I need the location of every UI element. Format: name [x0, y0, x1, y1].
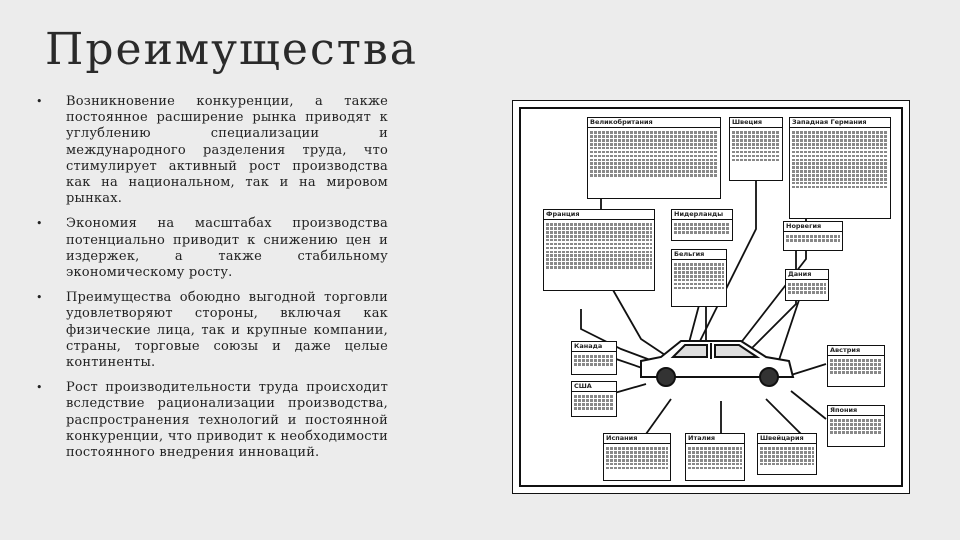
country-box-germany	[789, 117, 891, 219]
country-box-netherlands	[671, 209, 733, 241]
country-label: Западная Германия	[790, 118, 890, 128]
country-label: Канада	[572, 342, 616, 352]
country-label: Швеция	[730, 118, 782, 128]
country-label: Швейцария	[758, 434, 816, 444]
country-label: Нидерланды	[672, 210, 732, 220]
country-box-france	[543, 209, 655, 291]
bullet-list	[36, 94, 388, 470]
country-box-spain	[603, 433, 671, 481]
bullet-marker: •	[36, 217, 43, 231]
slide-title: Преимущества	[45, 24, 418, 75]
bullet-marker: •	[36, 95, 43, 108]
bullet-item	[36, 380, 388, 461]
bullet-item	[36, 216, 388, 281]
country-box-uk	[587, 117, 721, 199]
country-label: Дания	[786, 270, 828, 280]
country-box-austria	[827, 345, 885, 387]
country-label: Австрия	[828, 346, 884, 356]
country-label: Италия	[686, 434, 744, 444]
country-label: Норвегия	[784, 222, 842, 232]
bullet-marker: •	[36, 381, 43, 395]
country-label: Франция	[544, 210, 654, 220]
bullet-text: Преимущества обоюдно выгодной торговли удовлетворяют стороны, включая как физические лица, так и крупные компании, страны, торговые союзы и даже целые континенты.	[66, 290, 388, 371]
country-box-usa	[571, 381, 617, 417]
bullet-text: Рост производительности труда происходит вследствие рационализации производства, распространения технологий и постоянной конкуренции, что приводит к необходимости постоянного внедрения инноваций.	[66, 380, 388, 461]
country-box-switzerland	[757, 433, 817, 475]
country-box-sweden	[729, 117, 783, 181]
car-suppliers-figure	[512, 100, 910, 494]
country-label: Великобритания	[588, 118, 720, 128]
country-box-norway	[783, 221, 843, 251]
country-box-denmark	[785, 269, 829, 301]
country-label: Бельгия	[672, 250, 726, 260]
country-box-belgium	[671, 249, 727, 307]
country-label: Испания	[604, 434, 670, 444]
bullet-text: Экономия на масштабах производства потенциально приводит к снижению цен и издержек, а также стабильному экономическому росту.	[66, 216, 388, 281]
country-box-canada	[571, 341, 617, 375]
car-icon	[641, 341, 793, 386]
country-box-italy	[685, 433, 745, 481]
country-label: Япония	[828, 406, 884, 416]
country-label: США	[572, 382, 616, 392]
country-box-japan	[827, 405, 885, 447]
bullet-marker: •	[36, 291, 43, 305]
bullet-text: Возникновение конкуренции, а также постоянное расширение рынка приводят к углублению специализации и международного разделения труда, что стимулирует активный рост производства как на национальном, так и на мировом рынках.	[66, 94, 388, 207]
figure-frame	[519, 107, 903, 487]
bullet-item	[36, 290, 388, 371]
bullet-item	[36, 94, 388, 207]
